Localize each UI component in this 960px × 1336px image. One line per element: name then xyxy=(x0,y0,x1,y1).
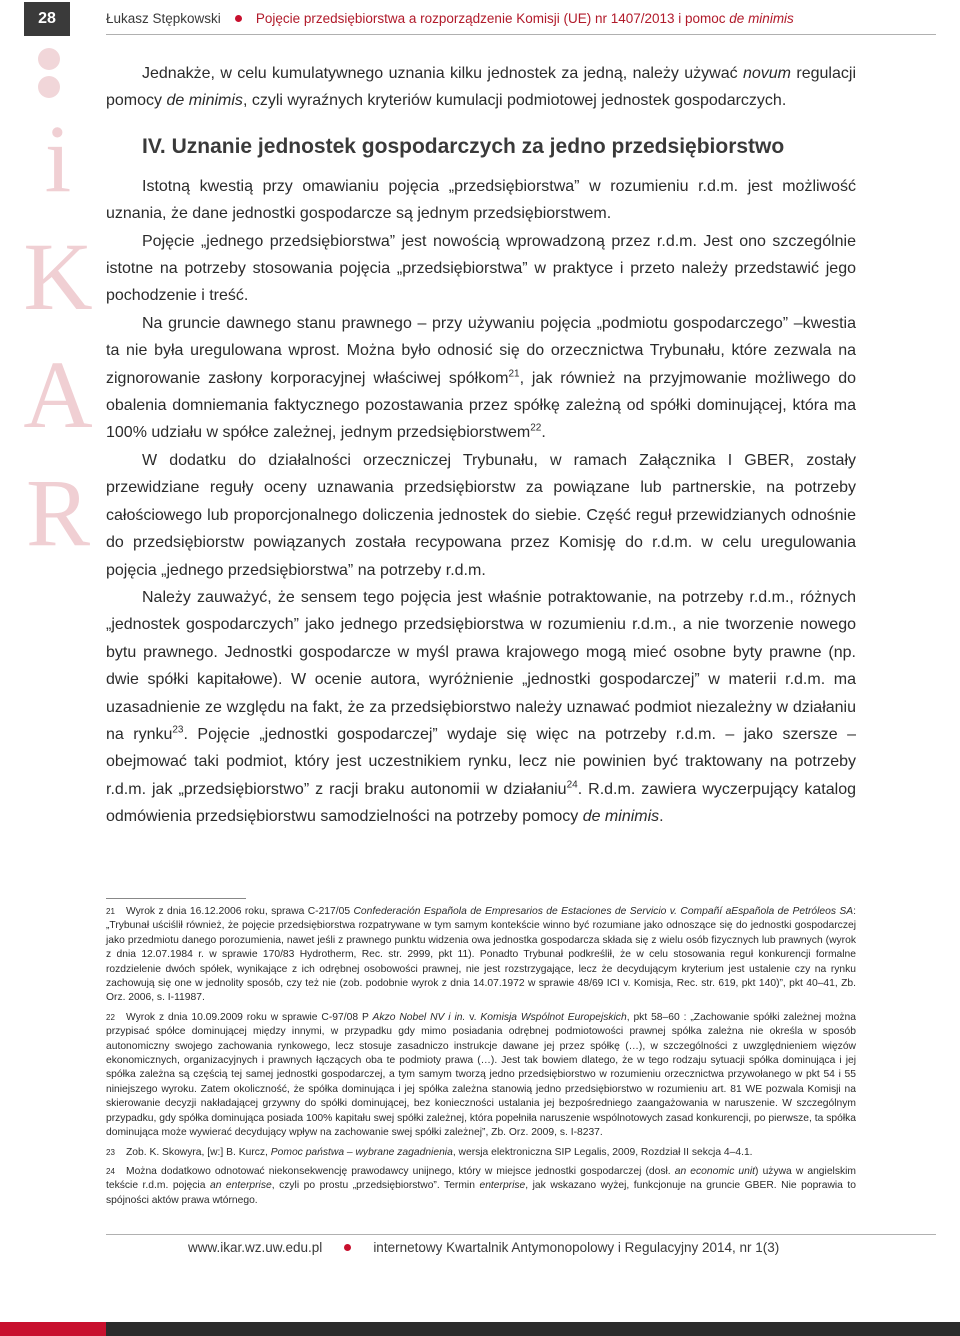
footnote: 24 Można dodatkowo odnotować niekonsekwencję prawodawcy unijnego, który w miejsce jednostki gospodarczej (dosł. an economic unit) używa w angielskim tekście r.d.m. pojęcia an enterprise, czyli po prostu „przedsiębiorstwo”. Termin enterprise, jak wskazano wyżej, funkcjonuje na gruncie GBER. Nie poprawia to spójności aktów prawa wtórnego. xyxy=(106,1165,857,1206)
footer-divider xyxy=(106,1234,936,1235)
paragraph: Na gruncie dawnego stanu prawnego – przy używaniu pojęcia „podmiotu gospodarczego” –kwestia ta nie była uregulowana wprost. Można było odnosić się do orzecznictwa Trybunału, które zezwala na zignorowanie zasłony korporacyjnej właściwej spółkom$^{21}$, jak również na przyjmowanie możliwego do obalenia domniemania faktycznego pozostawania przez spółkę zależną od spółki dominującej, która ma 100% udziału w spółce zależnej, jednym przedsiębiorstwem$^{22}$. xyxy=(106,314,856,442)
paragraph: W dodatku do działalności orzeczniczej Trybunału, w ramach Załącznika I GBER, zostały przewidziane reguły oceny uznawania przedsiębiorstw za powiązane lub partnerskie, na potrzeby całościowego lub proporcjonalnego doliczenia jednostek do siebie. Część reguł przewidzianych odnośnie do przedsiębiorstw powiązanych została recypowana przez Komisję do r.d.m. w celu uregulowania pojęcia „jednego przedsiębiorstwa” na potrzeby r.d.m. xyxy=(106,451,856,579)
pink-dot-icon xyxy=(38,48,60,70)
paragraph: Istotną kwestią przy omawianiu pojęcia „przedsiębiorstwa” w rozumieniu r.d.m. jest możliwość uznania, że dane jednostki gospodarcze są jednym przedsiębiorstwem. xyxy=(106,177,856,223)
sidebar-letter: i xyxy=(44,105,72,212)
footer-dot-icon xyxy=(344,1244,351,1251)
page-footer xyxy=(188,1240,779,1255)
footnotes xyxy=(106,905,856,1213)
sidebar-decoration xyxy=(38,48,60,104)
footnote-divider xyxy=(106,898,246,899)
footnote: 21 Wyrok z dnia 16.12.2006 roku, sprawa C-217/05 Confederación Española de Empresarios de Estaciones de Servicio v. Compañí aEspañola de Petróleos SA: „Trybunał uściślił również, że pojęcie przedsiębiorstwa rozpatrywane w tym samym kontekście winno być rozumiane jako odnoszące się do jednostki gospodarczej jako przedmiotu danego porozumienia, nawet jeśli z prawnego punktu widzenia owa jednostka gospodarcza składa się z wielu osób fizycznych lub prawnych (wyrok z dnia 12.07.1984 r. w sprawie 170/83 Hydrotherm, Rec. str. 2999, pkt 11). Ponadto Trybunał podkreślił, że w celu stosowania reguł konkurencji formalne rozdzielenie dwóch spółek, wynikające z ich odrębnej osobowości prawnej, nie jest rozstrzygające, lecz że decydującym kryterium jest ustalenie czy na rynku zachowują się one w jednolity sposób, czy też nie (zob. podobnie wyrok z dnia 14.07.1972 w sprawie 48/69 ICI v. Komisja, Rec. str. 619, pkt 140)”, pkt 40–41, Zb. Orz. 2006, s. I-11987. xyxy=(106,906,856,1004)
sidebar-letter: R xyxy=(25,459,91,566)
footnote-ref[interactable]: 22 xyxy=(530,423,542,435)
footnote-ref[interactable]: 24 xyxy=(566,779,578,791)
sidebar-logo-letters xyxy=(18,100,98,572)
main-text xyxy=(106,60,856,831)
sidebar-letter: A xyxy=(23,341,93,448)
bottom-bar xyxy=(0,1322,960,1336)
sidebar-letter: K xyxy=(23,223,93,330)
paragraph: Należy zauważyć, że sensem tego pojęcia jest właśnie potraktowanie, na potrzeby r.d.m., różnych „jednostek gospodarczych” jako jednego przedsiębiorstwa w rozumieniu r.d.m., a nie tworzenie nowego bytu prawnego. Jednostki gospodarcze w myśl prawa krajowego mogą mieć osobne byty prawne (np. dwie spółki kapitałowe). W ocenie autora, wyróżnienie „jednostki gospodarczej” w materii r.d.m. ma uzasadnienie ze względu na fakt, że za przedsiębiorstwo należy uznawać podmiot niezależny w działaniu na rynku$^{23}$. Pojęcie „jednostki gospodarczej” wydaje się więc na potrzeby r.d.m. – jako szersze – obejmować taki podmiot, który jest uczestnikiem rynku, lecz nie powinien być traktowany na potrzeby r.d.m. jak „przedsiębiorstwo” z racji braku autonomii w działaniu$^{24}$. R.d.m. zawiera wyczerpujący katalog odmówienia przedsiębiorstwu samodzielności na potrzeby pomocy de minimis. xyxy=(106,588,856,826)
header-divider xyxy=(106,34,936,35)
paragraph: Pojęcie „jednego przedsiębiorstwa” jest nowością wprowadzoną przez r.d.m. Jest ono szczególnie istotne na potrzeby stosowania pojęcia „przedsiębiorstwa” w praktyce i przeto należy przedstawić jego pochodzenie i treść. xyxy=(106,232,856,305)
footnote-ref[interactable]: 21 xyxy=(508,368,520,380)
footnote: 22 Wyrok z dnia 10.09.2009 roku w sprawie C-97/08 P Akzo Nobel NV i in. v. Komisja Wspólnot Europejskich, pkt 58–60 : „Zachowanie spółki zależnej można przypisać spółce dominującej między innymi, w przypadku gdy mimo posiadania odrębnej podmiotowości prawnej spółka zależna nie określa w sposób autonomiczny swojego zachowania rynkowego, lecz stosuje zasadniczo instrukcje dawane jej przez spółkę (…), w szczególności z uwzględnieniem więzów ekonomicznych, organizacyjnych i prawnych łączących oba te podmioty prawa (…). Jest tak bowiem dlatego, że w tego rodzaju sytuacji spółka dominująca i jej spółka zależna są częścią tej samej jednostki gospodarczej, a tym samym tworzą jedno przedsiębiorstwo w rozumieniu orzecznictwa przywołanego w pkt 54 i 55 niniejszego wyroku. Zatem okoliczność, że spółka dominująca i jej spółka zależna stanowią jedno przedsiębiorstwo w rozumieniu art. 81 WE pozwala Komisji na skierowanie decyzji nakładającej grzywny do spółki dominującej, bez konieczności ustalania jej bezpośredniego zaangażowania w naruszenie. W szczególnym przypadku, gdy spółka dominująca posiada 100% kapitału swej spółki zależnej, która popełniła naruszenie wspólnotowych zasad konkurencji, po pierwsze, ta spółka dominująca może wywierać decydujący wpływ na zachowanie swej spółki zależnej”, Zb. Orz. 2009, s. I-8237. xyxy=(106,1011,856,1139)
pink-dot-icon xyxy=(38,76,60,98)
footer-url-link[interactable]: www.ikar.wz.uw.edu.pl xyxy=(188,1240,323,1255)
footer-journal: internetowy Kwartalnik Antymonopolowy i Regulacyjny 2014, nr 1(3) xyxy=(373,1240,780,1255)
bottom-bar-accent xyxy=(0,1322,106,1336)
page-number: 28 xyxy=(24,2,70,36)
section-heading: IV. Uznanie jednostek gospodarczych za jedno przedsiębiorstwo xyxy=(142,134,785,158)
running-header xyxy=(106,11,936,26)
paragraph: Jednakże, w celu kumulatywnego uznania kilku jednostek za jedną, należy używać novum regulacji pomocy de minimis, czyli wyraźnych kryteriów kumulacji podmiotowej jednostek gospodarczych. xyxy=(106,65,856,110)
header-title: Pojęcie przedsiębiorstwa a rozporządzenie Komisji (UE) nr 1407/2013 i pomoc de minimis xyxy=(255,11,794,26)
header-dot-icon xyxy=(235,15,242,22)
footnote: 23 Zob. K. Skowyra, [w:] B. Kurcz, Pomoc państwa – wybrane zagadnienia, wersja elektroniczna SIP Legalis, 2009, Rozdział II sekcja 4–4.1. xyxy=(106,1146,753,1158)
footnote-ref[interactable]: 23 xyxy=(172,724,184,736)
header-author: Łukasz Stępkowski xyxy=(106,11,221,26)
